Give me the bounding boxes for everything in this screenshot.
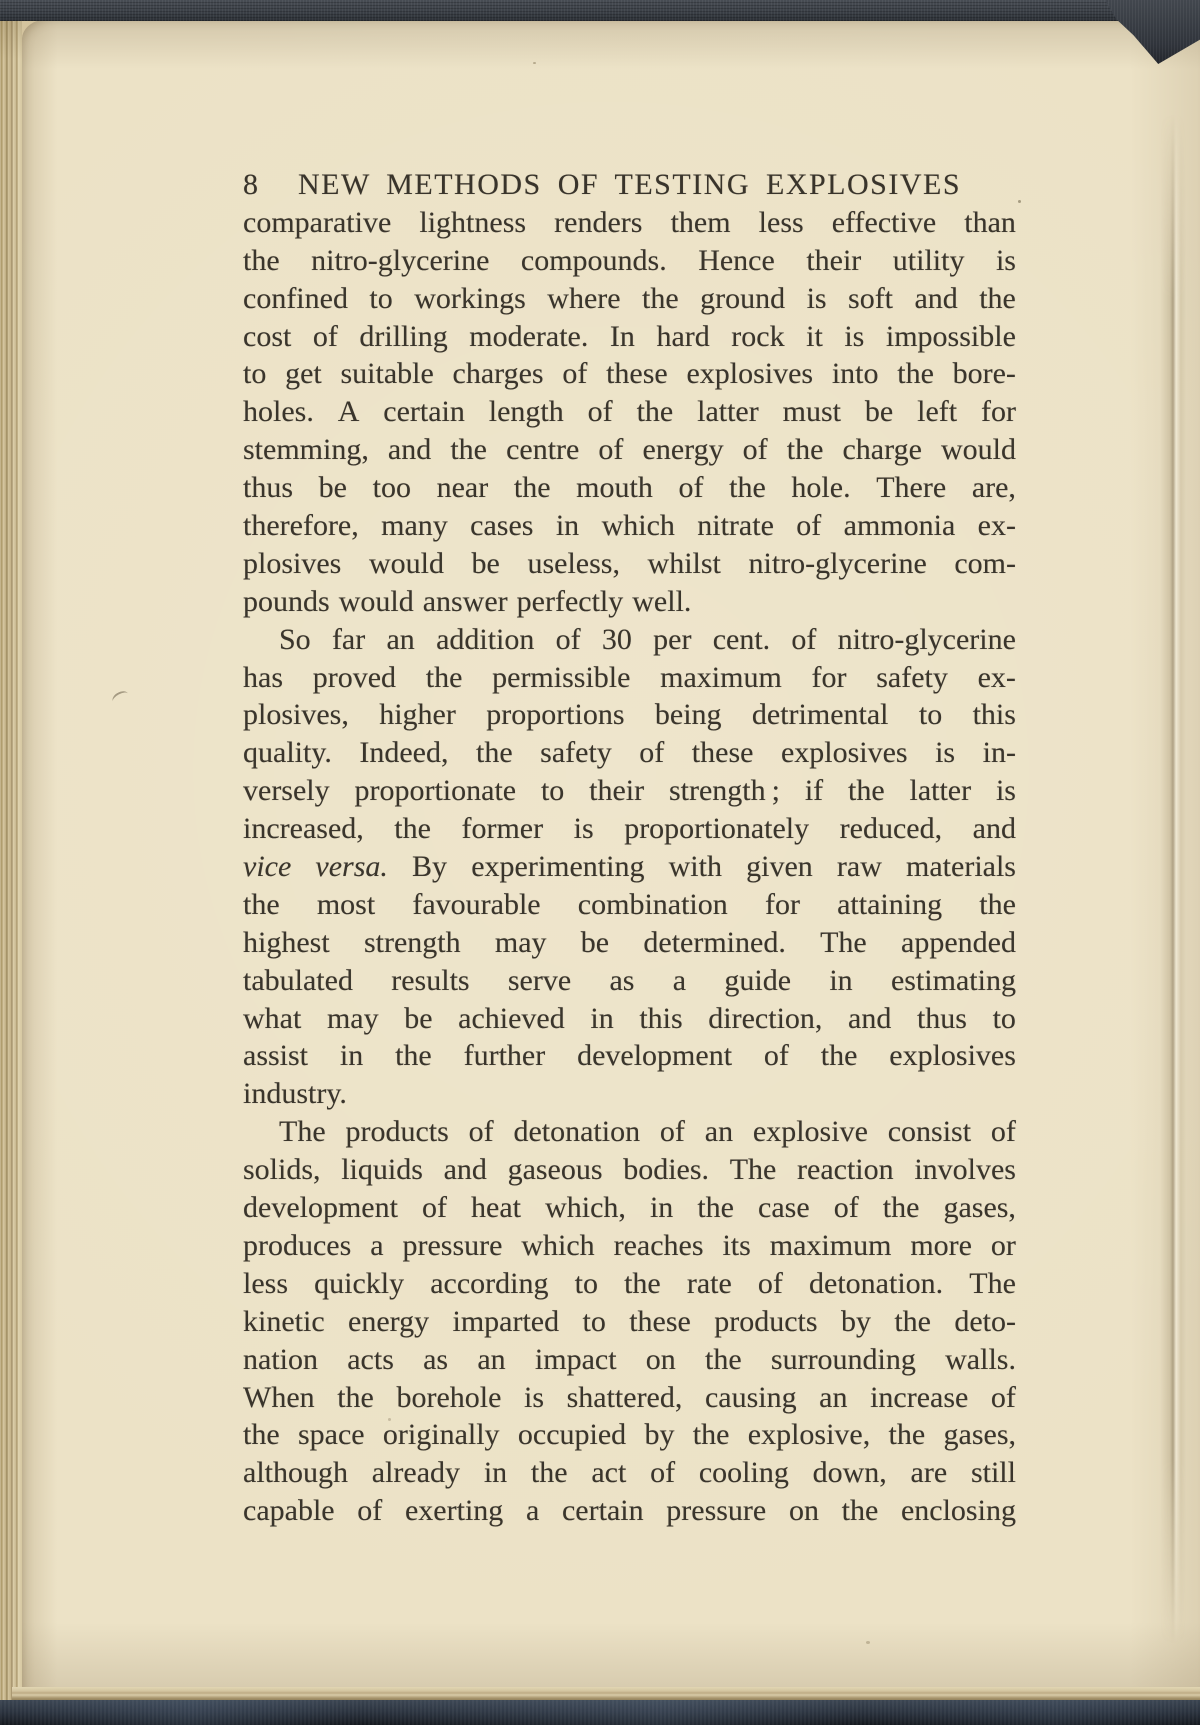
text-line: industry. (243, 1077, 347, 1111)
text-line: has proved the permissible maximum for safety ex- (243, 660, 1016, 694)
text-line: plosives, higher proportions being detrimental to this (243, 698, 1016, 732)
text-line: therefore, many cases in which nitrate of ammonia ex- (243, 509, 1016, 543)
text-line: although already in the act of cooling down, are still (243, 1456, 1016, 1490)
body-text (243, 200, 1016, 1526)
paper-speck (388, 1418, 391, 1421)
text-line: The products of detonation of an explosive consist of (279, 1115, 1016, 1149)
page-stack-edges-bottom (12, 1687, 1200, 1701)
text-line: thus be too near the mouth of the hole. There are, (243, 471, 1016, 505)
text-line: vice versa. By experimenting with given raw materials (243, 850, 1016, 884)
text-line: what may be achieved in this direction, and thus to (243, 1001, 1016, 1035)
text-line: development of heat which, in the case of the gases, (243, 1191, 1016, 1225)
page-number: 8 (243, 168, 258, 201)
text-line: capable of exerting a certain pressure on the enclosing (243, 1494, 1016, 1528)
text-line: When the borehole is shattered, causing an increase of (243, 1380, 1016, 1414)
text-line: nation acts as an impact on the surrounding walls. (243, 1342, 1016, 1376)
text-line: assist in the further development of the explosives (243, 1039, 1016, 1073)
text-line: kinetic energy imparted to these products by the deto- (243, 1304, 1016, 1338)
text-line: So far an addition of 30 per cent. of nitro-glycerine (279, 622, 1016, 656)
text-line: holes. A certain length of the latter must be left for (243, 395, 1016, 429)
paper-speck (866, 1641, 870, 1644)
text-line: the most favourable combination for attaining the (243, 887, 1016, 921)
text-line: increased, the former is proportionately reduced, and (243, 812, 1016, 846)
book-cover-top (0, 0, 1200, 21)
text-line: quality. Indeed, the safety of these explosives is in- (243, 736, 1016, 770)
page-crease (1160, 114, 1186, 1644)
text-line: less quickly according to the rate of detonation. The (243, 1266, 1016, 1300)
text-line: produces a pressure which reaches its maximum more or (243, 1228, 1016, 1262)
page-stack-edges-left (0, 19, 22, 1702)
running-title: NEW METHODS OF TESTING EXPLOSIVES (297, 168, 962, 201)
text-line: pounds would answer perfectly well. (243, 584, 692, 618)
text-line: to get suitable charges of these explosives into the bore- (243, 357, 1016, 391)
text-line: solids, liquids and gaseous bodies. The reaction involves (243, 1153, 1016, 1187)
book-cover-bottom (0, 1700, 1200, 1725)
text-line: the space originally occupied by the explosive, the gases, (243, 1418, 1016, 1452)
text-line: versely proportionate to their strength ; if the latter is (243, 774, 1016, 808)
text-line: stemming, and the centre of energy of the charge would (243, 433, 1016, 467)
paper-speck (1018, 200, 1021, 203)
paper-speck (533, 62, 536, 64)
text-line: confined to workings where the ground is soft and the (243, 281, 1016, 315)
text-line: the nitro-glycerine compounds. Hence their utility is (243, 243, 1016, 277)
text-line: plosives would be useless, whilst nitro-glycerine com- (243, 546, 1016, 580)
text-line: highest strength may be determined. The appended (243, 925, 1016, 959)
text-line: tabulated results serve as a guide in estimating (243, 963, 1016, 997)
text-line: cost of drilling moderate. In hard rock it is impossible (243, 319, 1016, 353)
text-line: comparative lightness renders them less effective than (243, 205, 1016, 239)
